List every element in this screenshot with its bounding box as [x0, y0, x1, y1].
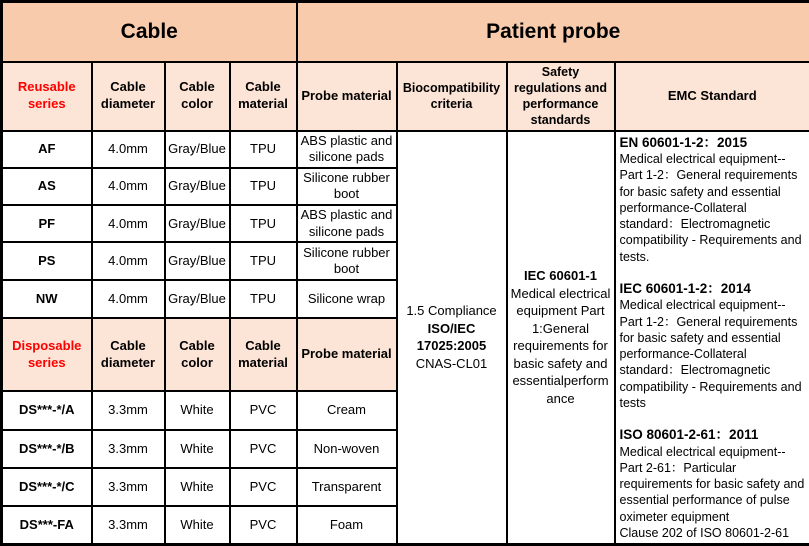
row-label: DS***-*/A — [2, 391, 92, 429]
biocompatibility-line: 1.5 Compliance — [401, 302, 503, 320]
safety-regulations-cell — [507, 131, 615, 545]
cable-material-value: PVC — [230, 506, 297, 544]
probe-material-value: Cream — [297, 391, 397, 429]
cable-diameter-header: Cable diameter — [92, 62, 165, 131]
row-label: NW — [2, 280, 92, 318]
row-label: DS***-*/B — [2, 430, 92, 468]
cable-color-value: White — [165, 506, 230, 544]
row-label: DS***-FA — [2, 506, 92, 544]
probe-material-value: ABS plastic and silicone pads — [297, 205, 397, 242]
probe-material-value: Non-woven — [297, 430, 397, 468]
reusable-series-header: Reusable series — [2, 62, 92, 131]
emc-block — [620, 134, 806, 265]
cable-diameter-value: 3.3mm — [92, 430, 165, 468]
emc-standard-header: EMC Standard — [615, 62, 809, 131]
row-label: PS — [2, 242, 92, 279]
emc-standard-cell — [615, 131, 809, 545]
cable-material-value: PVC — [230, 468, 297, 506]
emc-block — [620, 280, 806, 411]
cable-color-value: Gray/Blue — [165, 280, 230, 318]
cable-color-value: Gray/Blue — [165, 168, 230, 205]
cable-diameter-value: 3.3mm — [92, 506, 165, 544]
emc-block — [620, 426, 806, 541]
cable-diameter-value: 4.0mm — [92, 168, 165, 205]
cable-diameter-value: 4.0mm — [92, 131, 165, 168]
cable-color-header: Cable color — [165, 318, 230, 392]
probe-material-header: Probe material — [297, 318, 397, 392]
row-label: PF — [2, 205, 92, 242]
emc-block-title: ISO 80601-2-61：2011 — [620, 426, 806, 444]
cable-color-value: Gray/Blue — [165, 205, 230, 242]
cable-color-header: Cable color — [165, 62, 230, 131]
cable-diameter-value: 4.0mm — [92, 242, 165, 279]
cable-diameter-header: Cable diameter — [92, 318, 165, 392]
biocompatibility-line: ISO/IEC — [401, 320, 503, 338]
safety-standard-title: IEC 60601-1 — [511, 267, 611, 285]
cable-color-value: White — [165, 391, 230, 429]
disposable-series-header: Disposable series — [2, 318, 92, 392]
cable-material-value: PVC — [230, 430, 297, 468]
cable-color-value: Gray/Blue — [165, 131, 230, 168]
section-header-row — [2, 2, 809, 62]
cable-material-value: PVC — [230, 391, 297, 429]
biocompatibility-line: CNAS-CL01 — [401, 355, 503, 373]
emc-block-body: Medical electrical equipment--Part 2-61：Particular requirements for basic safety and essential performance of pulse oximeter equipment Clause 202 of ISO 80601-2-61 — [620, 444, 806, 542]
safety-regulations-header: Safety regulations and performance standards — [507, 62, 615, 131]
cable-color-value: White — [165, 430, 230, 468]
emc-block-body: Medical electrical equipment--Part 1-2：General requirements for basic safety and essential performance-Collateral standard：Electromagnetic compatibility - Requirements and tests — [620, 297, 806, 411]
cable-material-value: TPU — [230, 131, 297, 168]
cable-color-value: Gray/Blue — [165, 242, 230, 279]
biocompatibility-header: Biocompatibility criteria — [397, 62, 507, 131]
biocompatibility-cell — [397, 131, 507, 545]
cable-section-header: Cable — [2, 2, 297, 62]
cable-material-value: TPU — [230, 280, 297, 318]
cable-material-value: TPU — [230, 205, 297, 242]
reusable-header-row — [2, 62, 809, 131]
patient-probe-section-header: Patient probe — [297, 2, 809, 62]
row-label: DS***-*/C — [2, 468, 92, 506]
biocompatibility-line: 17025:2005 — [401, 337, 503, 355]
cable-material-header: Cable material — [230, 318, 297, 392]
cable-material-header: Cable material — [230, 62, 297, 131]
row-label: AF — [2, 131, 92, 168]
table-row-af — [2, 131, 809, 168]
probe-material-value: Silicone rubber boot — [297, 242, 397, 279]
row-label: AS — [2, 168, 92, 205]
probe-material-value: Silicone rubber boot — [297, 168, 397, 205]
probe-material-value: ABS plastic and silicone pads — [297, 131, 397, 168]
cable-diameter-value: 3.3mm — [92, 391, 165, 429]
probe-material-header: Probe material — [297, 62, 397, 131]
emc-block-title: IEC 60601-1-2：2014 — [620, 280, 806, 298]
emc-block-title: EN 60601-1-2：2015 — [620, 134, 806, 152]
cable-diameter-value: 3.3mm — [92, 468, 165, 506]
cable-diameter-value: 4.0mm — [92, 205, 165, 242]
probe-material-value: Foam — [297, 506, 397, 544]
cable-material-value: TPU — [230, 242, 297, 279]
probe-material-value: Transparent — [297, 468, 397, 506]
safety-standard-body: Medical electrical equipment Part 1:General requirements for basic safety and essentialperformance — [511, 285, 611, 408]
emc-block-body: Medical electrical equipment--Part 1-2：General requirements for basic safety and essential performance-Collateral standard：Electromagnetic compatibility - Requirements and tests. — [620, 151, 806, 265]
cable-material-value: TPU — [230, 168, 297, 205]
cable-diameter-value: 4.0mm — [92, 280, 165, 318]
cable-color-value: White — [165, 468, 230, 506]
probe-material-value: Silicone wrap — [297, 280, 397, 318]
